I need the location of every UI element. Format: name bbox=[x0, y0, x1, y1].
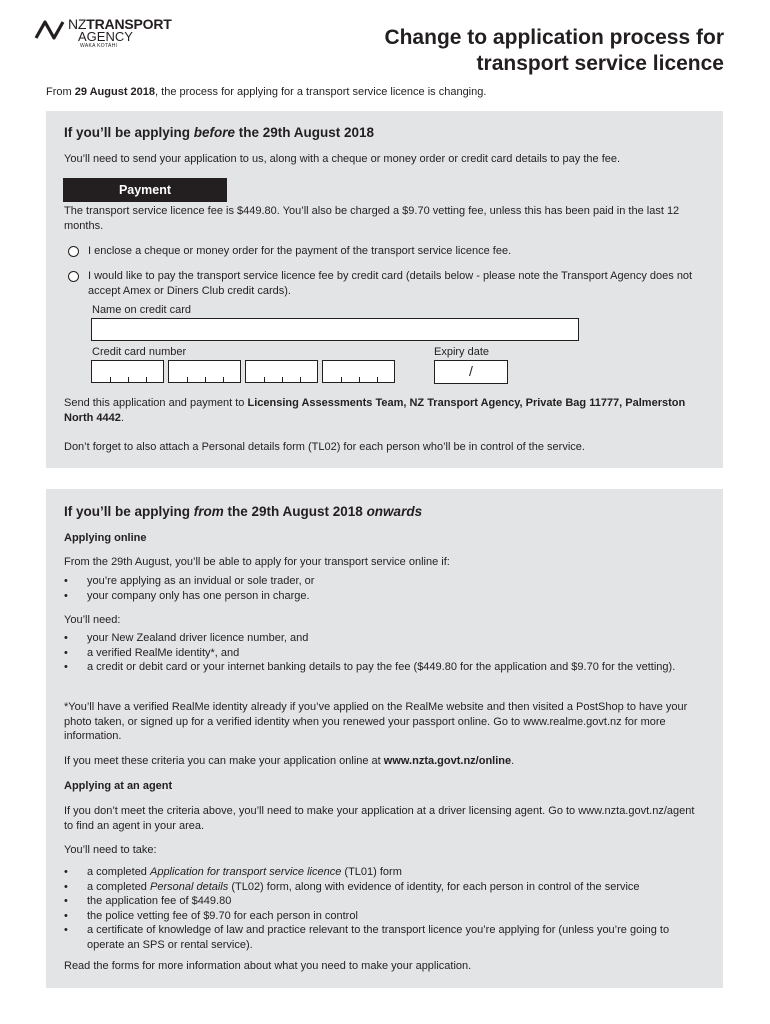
criteria-online-text: If you meet these criteria you can make your application online at www.nzta.govt.nz/online. bbox=[64, 755, 515, 767]
need-list bbox=[64, 631, 705, 675]
agent-text: If you don’t meet the criteria above, you’ll need to make your application at a driver licensing agent. Go to www.nzta.govt.nz/agent to find an agent in your area. bbox=[64, 805, 695, 832]
card-number-field-4[interactable] bbox=[322, 360, 395, 383]
nzta-logo-icon bbox=[34, 18, 66, 42]
card-number-label: Credit card number bbox=[92, 346, 187, 358]
list-item: • your New Zealand driver licence number, and bbox=[64, 631, 705, 646]
list-item: • your company only has one person in charge. bbox=[64, 589, 705, 604]
take-label: You’ll need to take: bbox=[64, 844, 157, 856]
from-section bbox=[46, 489, 723, 988]
list-item: • a certificate of knowledge of law and practice relevant to the transport licence you’re applying for (unless you’re going to operate an SPS or rental service). bbox=[64, 923, 705, 952]
online-criteria-list bbox=[64, 574, 705, 603]
online-intro: From the 29th August, you’ll be able to apply for your transport service online if: bbox=[64, 556, 450, 568]
page-title: Change to application process for transport service licence bbox=[384, 26, 724, 75]
list-item: • you’re applying as an invidual or sole trader, or bbox=[64, 574, 705, 589]
payment-label: Payment bbox=[63, 178, 227, 202]
online-link[interactable]: www.nzta.govt.nz/online bbox=[383, 755, 512, 767]
send-address-text: Send this application and payment to Licensing Assessments Team, NZ Transport Agency, Private Bag 11777, Palmerston North 4442. bbox=[64, 397, 686, 424]
expiry-date-label: Expiry date bbox=[434, 346, 490, 358]
list-item: • a completed Application for transport service licence (TL01) form bbox=[64, 865, 705, 880]
logo-agency: AGENCY bbox=[78, 29, 133, 44]
list-item: • the application fee of $449.80 bbox=[64, 894, 705, 909]
list-item: • the police vetting fee of $9.70 for each person in control bbox=[64, 909, 705, 924]
cheque-radio[interactable] bbox=[68, 246, 79, 257]
before-heading: If you’ll be applying before the 29th August 2018 bbox=[64, 125, 375, 140]
card-number-field-2[interactable] bbox=[168, 360, 241, 383]
name-on-card-field[interactable] bbox=[91, 318, 579, 341]
expiry-date-field[interactable] bbox=[434, 360, 508, 384]
applying-online-heading: Applying online bbox=[64, 532, 147, 544]
from-heading: If you’ll be applying from the 29th August 2018 onwards bbox=[64, 504, 423, 519]
expiry-separator: / bbox=[469, 363, 473, 379]
list-item: • a completed Personal details (TL02) form, along with evidence of identity, for each person in control of the service bbox=[64, 880, 705, 895]
list-item: • a credit or debit card or your internet banking details to pay the fee ($449.80 for the application and $9.70 for the vetting). bbox=[64, 660, 705, 675]
intro-text: From 29 August 2018, the process for applying for a transport service licence is changing. bbox=[46, 86, 487, 98]
logo-waka-kotahi: WAKA KOTAHI bbox=[80, 43, 118, 49]
list-item: • a verified RealMe identity*, and bbox=[64, 646, 705, 661]
card-number-field-3[interactable] bbox=[245, 360, 318, 383]
applying-agent-heading: Applying at an agent bbox=[64, 780, 173, 792]
attach-form-text: Don’t forget to also attach a Personal details form (TL02) for each person who’ll be in control of the service. bbox=[64, 441, 585, 453]
card-number-field-1[interactable] bbox=[91, 360, 164, 383]
name-on-card-label: Name on credit card bbox=[92, 304, 192, 316]
credit-card-radio[interactable] bbox=[68, 271, 79, 282]
nzta-logo bbox=[34, 16, 184, 54]
cheque-option-label: I enclose a cheque or money order for the payment of the transport service licence fee. bbox=[88, 245, 512, 257]
realme-note: *You’ll have a verified RealMe identity already if you’ve applied on the RealMe website and then visited a PostShop to have your photo taken, or signed up for a verified identity when you renewed your passport online. Go to www.realme.govt.nz for more information. bbox=[64, 701, 688, 742]
logo-transport: NZTRANSPORT bbox=[68, 16, 172, 32]
take-list bbox=[64, 865, 705, 952]
need-label: You’ll need: bbox=[64, 614, 121, 626]
credit-card-option-label: I would like to pay the transport service licence fee by credit card (details below - please note the Transport Agency does not accept Amex or Diners Club credit cards). bbox=[88, 270, 693, 297]
read-forms-text: Read the forms for more information about what you need to make your application. bbox=[64, 960, 472, 972]
before-section bbox=[46, 111, 723, 468]
before-send-text: You’ll need to send your application to us, along with a cheque or money order or credit card details to pay the fee. bbox=[64, 153, 621, 165]
fee-text: The transport service licence fee is $449.80. You’ll also be charged a $9.70 vetting fee, unless this has been paid in the last 12 months. bbox=[64, 205, 680, 232]
